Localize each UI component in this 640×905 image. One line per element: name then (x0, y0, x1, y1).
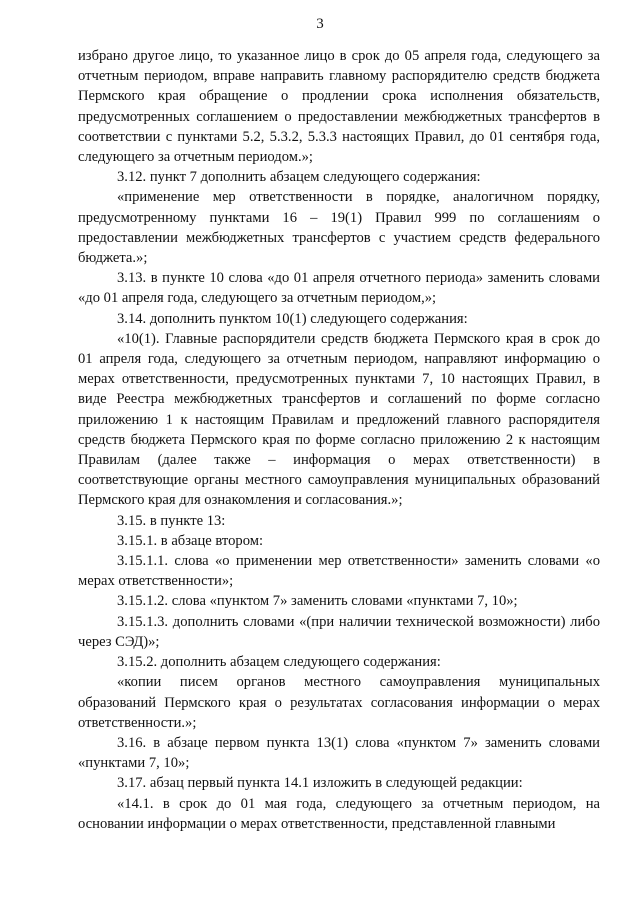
paragraph: «копии писем органов местного самоуправления муниципальных образований Пермского края о результатах согласования информации о мерах ответственности.»; (78, 674, 600, 731)
paragraph: избрано другое лицо, то указанное лицо в срок до 05 апреля года, следующего за отчетным периодом, вправе направить главному распорядителю средств бюджета Пермского края обращение о продлении срока исполнения обязательств, предусмотренных соглашением о предоставлении межбюджетных трансфертов в соответствии с пунктами 5.2, 5.3.2, 5.3.3 настоящих Правил, до 01 сентября года, следующего за отчетным периодом.»; (78, 48, 600, 166)
paragraph: 3.16. в абзаце первом пункта 13(1) слова «пунктом 7» заменить словами «пунктами 7, 10»; (78, 734, 600, 772)
paragraph: «14.1. в срок до 01 мая года, следующего за отчетным периодом, на основании информации о мерах ответственности, представленной главными (78, 795, 600, 832)
paragraph: 3.14. дополнить пунктом 10(1) следующего содержания: (117, 310, 468, 327)
paragraph: 3.15.1.2. слова «пунктом 7» заменить словами «пунктами 7, 10»; (117, 593, 518, 610)
paragraph: 3.15.1.3. дополнить словами «(при наличии технической возможности) либо через СЭД)»; (78, 613, 600, 650)
document-body (78, 46, 600, 834)
paragraph: «применение мер ответственности в порядке, аналогичном порядку, предусмотренному пунктами 16 – 19(1) Правил 999 по соглашениям о предоставлении межбюджетных трансфертов с участием средств федерального бюджета.»; (78, 189, 600, 267)
paragraph: 3.15.1.1. слова «о применении мер ответственности» заменить словами «о мерах ответственности»; (78, 553, 600, 590)
page-number: 3 (316, 16, 324, 32)
paragraph: 3.15.1. в абзаце втором: (117, 532, 264, 549)
paragraph: 3.17. абзац первый пункта 14.1 изложить в следующей редакции: (117, 775, 523, 792)
paragraph: 3.13. в пункте 10 слова «до 01 апреля отчетного периода» заменить словами «до 01 апреля года, следующего за отчетным периодом,»; (78, 270, 600, 307)
paragraph: 3.15. в пункте 13: (117, 512, 226, 529)
paragraph: «10(1). Главные распорядители средств бюджета Пермского края в срок до 01 апреля года, следующего за отчетным периодом, направляют информацию о мерах ответственности, предусмотренных пунктами 7, 10 настоящих Правил, в виде Реестра межбюджетных трансфертов и соглашений по форме согласно приложению 1 к настоящим Правилам и предложений главного распорядителя средств бюджета Пермского края по форме согласно приложению 2 к настоящим Правилам (далее также – информация о мерах ответственности) в соответствующие органы местного самоуправления муниципальных образований Пермского края для ознакомления и согласования.»; (78, 330, 600, 509)
paragraph: 3.15.2. дополнить абзацем следующего содержания: (117, 654, 441, 671)
paragraph: 3.12. пункт 7 дополнить абзацем следующего содержания: (117, 169, 481, 186)
